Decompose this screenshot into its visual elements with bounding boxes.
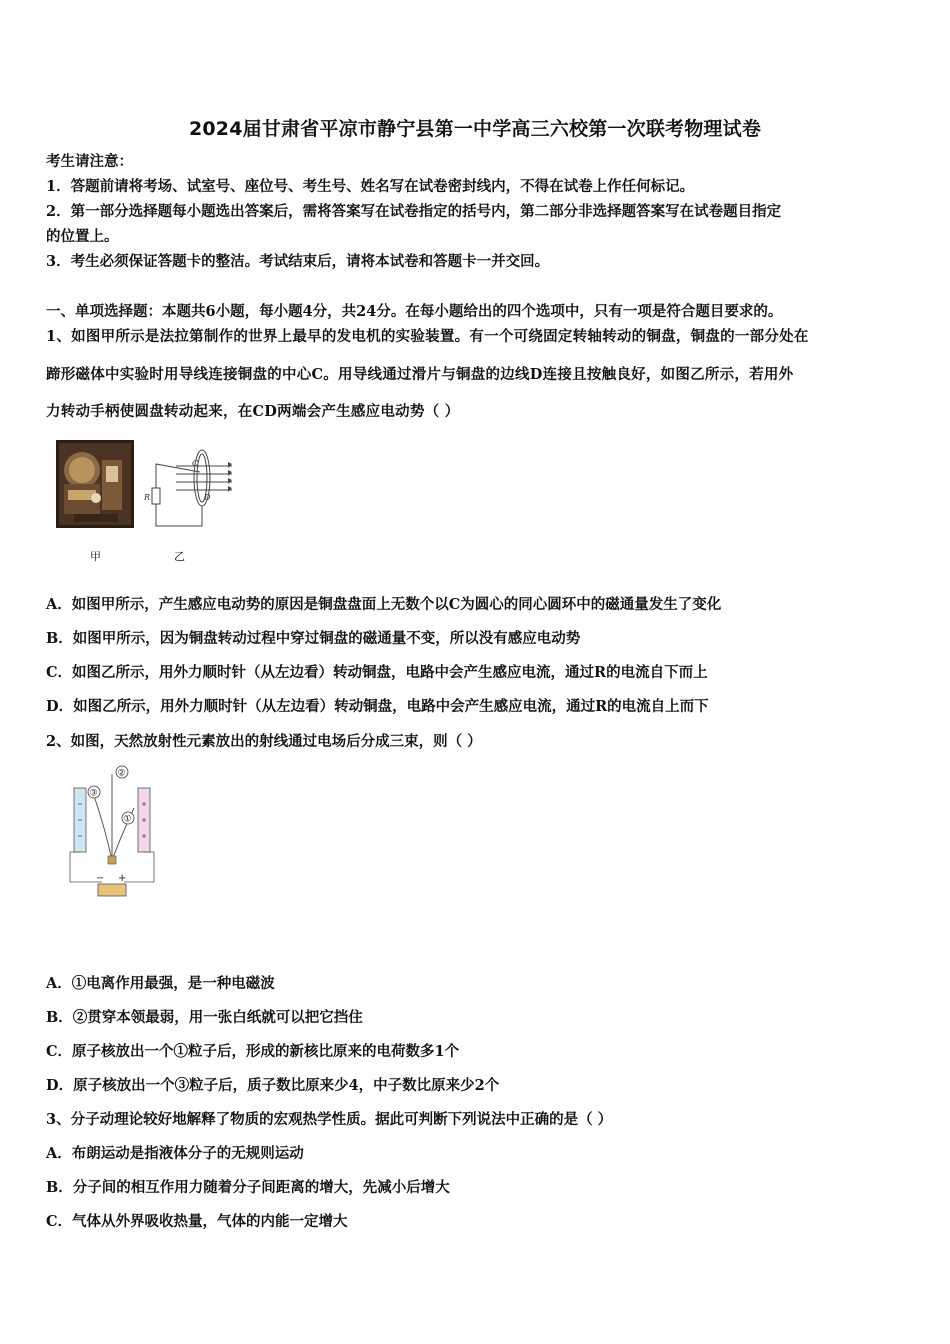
disc-circuit-diagram bbox=[144, 438, 236, 530]
q1-stem-line: 力转动手柄使圆盘转动起来，在CD两端会产生感应电动势（ ） bbox=[46, 403, 460, 420]
battery-plus: + bbox=[118, 873, 127, 884]
q1-stem-line: 1、如图甲所示是法拉第制作的世界上最早的发电机的实验装置。有一个可绕固定转轴转动的铜盘，铜盘的一部分处在 bbox=[46, 328, 809, 345]
page-title: 2024届甘肃省平凉市静宁县第一中学高三六校第一次联考物理试卷 bbox=[188, 118, 762, 140]
q1-option-d: D．如图乙所示，用外力顺时针（从左边看）转动铜盘，电路中会产生感应电流，通过R的电流自上而下 bbox=[46, 698, 709, 715]
beam-label-3: ③ bbox=[89, 788, 98, 799]
figure-caption-yi: 乙 bbox=[174, 550, 185, 563]
q1-option-b: B．如图甲所示，因为铜盘转动过程中穿过铜盘的磁通量不变，所以没有感应电动势 bbox=[46, 630, 581, 647]
figure-caption-jia: 甲 bbox=[90, 550, 101, 563]
label-r: R bbox=[144, 493, 151, 502]
radioactive-source bbox=[108, 856, 116, 864]
q1-option-c: C．如图乙所示，用外力顺时针（从左边看）转动铜盘，电路中会产生感应电流，通过R的电流自下而上 bbox=[46, 664, 708, 681]
radiation-field-diagram bbox=[64, 764, 164, 904]
q3-option-a: A．布朗运动是指液体分子的无规则运动 bbox=[46, 1145, 304, 1162]
beam-label-2: ② bbox=[117, 768, 126, 779]
q2-option-a: A．①电离作用最强，是一种电磁波 bbox=[46, 975, 275, 992]
q2-option-c: C．原子核放出一个①粒子后，形成的新核比原来的电荷数多1个 bbox=[46, 1043, 460, 1060]
battery-icon bbox=[98, 884, 126, 896]
q3-option-b: B．分子间的相互作用力随着分子间距离的增大，先减小后增大 bbox=[46, 1179, 450, 1196]
label-c: C bbox=[192, 459, 199, 468]
q1-stem-line: 蹄形磁体中实验时用导线连接铜盘的中心C。用导线通过滑片与铜盘的边线D连接且按触良好，如图乙所示，若用外 bbox=[46, 366, 794, 383]
beam-label-1: ① bbox=[123, 814, 132, 825]
notice-item: 的位置上。 bbox=[46, 228, 119, 245]
beam-3 bbox=[89, 788, 112, 860]
q2-option-d: D．原子核放出一个③粒子后，质子数比原来少4，中子数比原来少2个 bbox=[46, 1077, 500, 1094]
notice-heading: 考生请注意： bbox=[46, 153, 133, 170]
label-d: D bbox=[204, 493, 211, 502]
q2-option-b: B．②贯穿本领最弱，用一张白纸就可以把它挡住 bbox=[46, 1009, 363, 1026]
resistor-r bbox=[152, 488, 160, 504]
q3-option-c: C．气体从外界吸收热量，气体的内能一定增大 bbox=[46, 1213, 348, 1230]
faraday-generator-photo bbox=[56, 440, 134, 528]
notice-item: 2．第一部分选择题每小题选出答案后，需将答案写在试卷指定的括号内，第二部分非选择题答案写在试卷题目指定 bbox=[46, 203, 782, 220]
section-heading: 一、单项选择题：本题共6小题，每小题4分，共24分。在每小题给出的四个选项中，只有一项是符合题目要求的。 bbox=[46, 303, 783, 320]
notice-item: 3．考生必须保证答题卡的整洁。考试结束后，请将本试卷和答题卡一并交回。 bbox=[46, 253, 550, 270]
q2-stem: 2、如图，天然放射性元素放出的射线通过电场后分成三束，则（ ） bbox=[46, 733, 482, 750]
battery-minus: − bbox=[96, 873, 105, 884]
q3-stem: 3、分子动理论较好地解释了物质的宏观热学性质。据此可判断下列说法中正确的是（ ） bbox=[46, 1111, 613, 1128]
q1-option-a: A．如图甲所示，产生感应电动势的原因是铜盘盘面上无数个以C为圆心的同心圆环中的磁通量发生了变化 bbox=[46, 596, 722, 613]
notice-item: 1．答题前请将考场、试室号、座位号、考生号、姓名写在试卷密封线内，不得在试卷上作任何标记。 bbox=[46, 178, 695, 195]
